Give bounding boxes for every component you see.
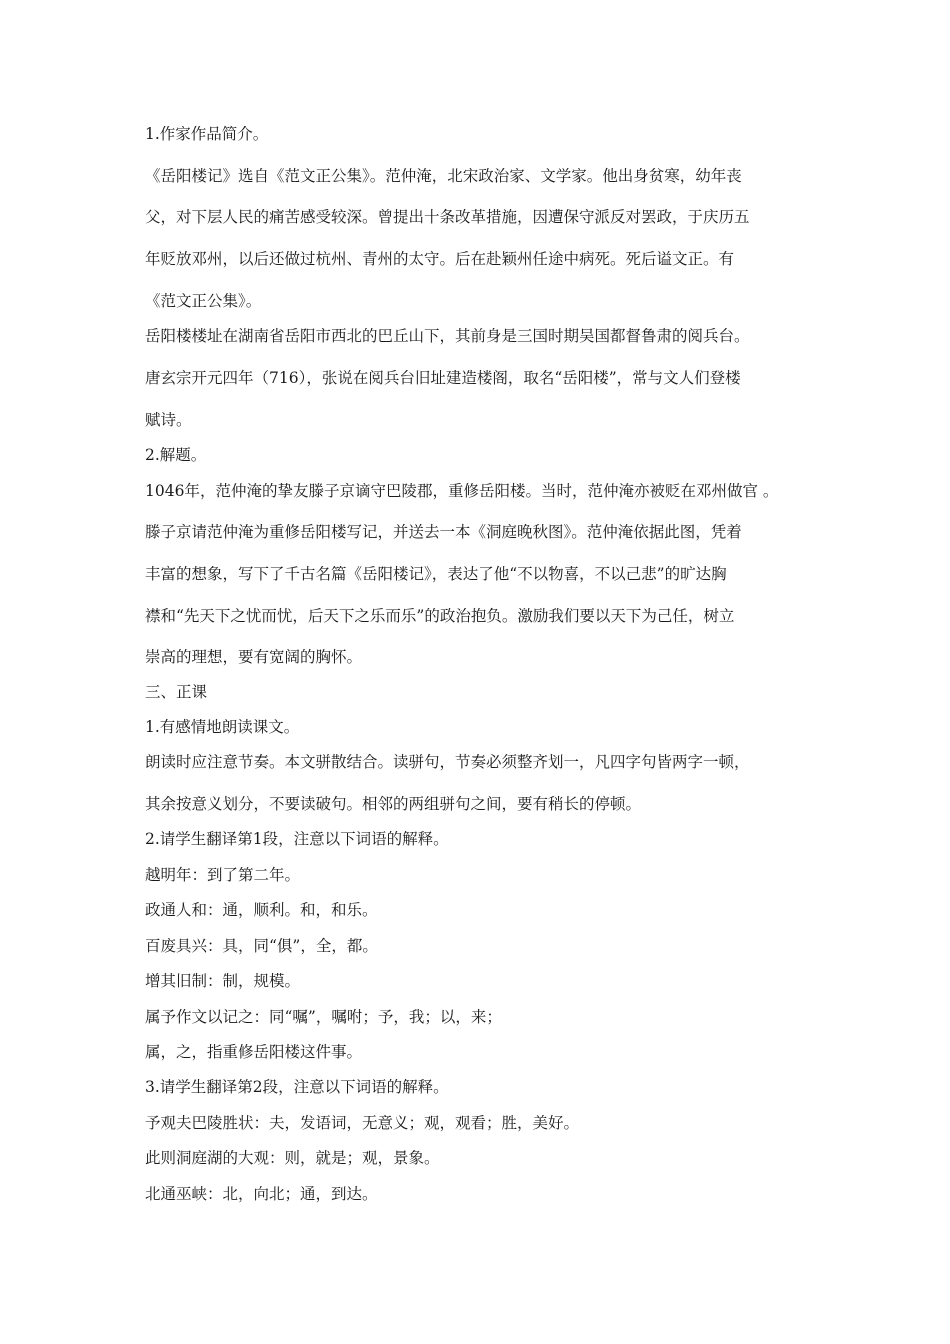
text-line: 2.解题。: [145, 446, 207, 464]
text-line: 滕子京请范仲淹为重修岳阳楼写记，并送去一本《洞庭晚秋图》。范仲淹依据此图，凭着: [145, 523, 742, 541]
text-line: 年贬放邓州，以后还做过杭州、青州的太守。后在赴颖州任途中病死。死后谥文正。有: [145, 250, 735, 268]
text-line: 3.请学生翻译第2段，注意以下词语的解释。: [145, 1078, 449, 1096]
text-line: 2.请学生翻译第1段，注意以下词语的解释。: [145, 830, 449, 848]
text-line: 崇高的理想，要有宽阔的胸怀。: [145, 648, 363, 666]
text-line: 唐玄宗开元四年（716），张说在阅兵台旧址建造楼阁，取名“岳阳楼”，常与文人们登楼: [145, 369, 741, 387]
text-line: 《范文正公集》。: [145, 292, 262, 310]
text-line: 1046年，范仲淹的挚友滕子京谪守巴陵郡，重修岳阳楼。当时，范仲淹亦被贬在邓州做官 。: [145, 482, 779, 500]
text-line: 父，对下层人民的痛苦感受较深。曾提出十条改革措施，因遭保守派反对罢政，于庆历五: [145, 208, 750, 226]
text-line: 1.作家作品简介。: [145, 125, 269, 143]
text-line: 百废具兴：具，同“俱”，全，都。: [145, 937, 378, 955]
text-line: 赋诗。: [145, 411, 192, 429]
text-line: 《岳阳楼记》选自《范文正公集》。范仲淹，北宋政治家、文学家。他出身贫寒，幼年丧: [145, 167, 742, 185]
text-line: 岳阳楼楼址在湖南省岳阳市西北的巴丘山下，其前身是三国时期吴国都督鲁肃的阅兵台。: [145, 327, 750, 345]
text-line: 襟和“先天下之忧而忧，后天下之乐而乐”的政治抱负。激励我们要以天下为己任，树立: [145, 607, 735, 625]
text-line: 北通巫峡：北，向北；通，到达。: [145, 1185, 378, 1203]
text-line: 属，之，指重修岳阳楼这件事。: [145, 1043, 363, 1061]
text-line: 增其旧制：制，规模。: [145, 972, 301, 990]
text-line: 予观夫巴陵胜状：夫，发语词，无意义；观，观看；胜，美好。: [145, 1114, 580, 1132]
text-line: 越明年：到了第二年。: [145, 866, 301, 884]
text-line: 此则洞庭湖的大观：则，就是；观，景象。: [145, 1149, 440, 1167]
text-line: 1.有感情地朗读课文。: [145, 718, 300, 736]
text-line: 朗读时应注意节奏。本文骈散结合。读骈句，节奏必须整齐划一，凡四字句皆两字一顿，: [145, 753, 750, 771]
section-heading: 三、正课: [145, 683, 208, 701]
text-line: 丰富的想象，写下了千古名篇《岳阳楼记》，表达了他“不以物喜，不以己悲”的旷达胸: [145, 565, 727, 583]
text-line: 属予作文以记之：同“嘱”，嘱咐；予，我；以，来；: [145, 1008, 502, 1026]
text-line: 其余按意义划分，不要读破句。相邻的两组骈句之间，要有稍长的停顿。: [145, 795, 642, 813]
text-line: 政通人和：通，顺利。和，和乐。: [145, 901, 378, 919]
